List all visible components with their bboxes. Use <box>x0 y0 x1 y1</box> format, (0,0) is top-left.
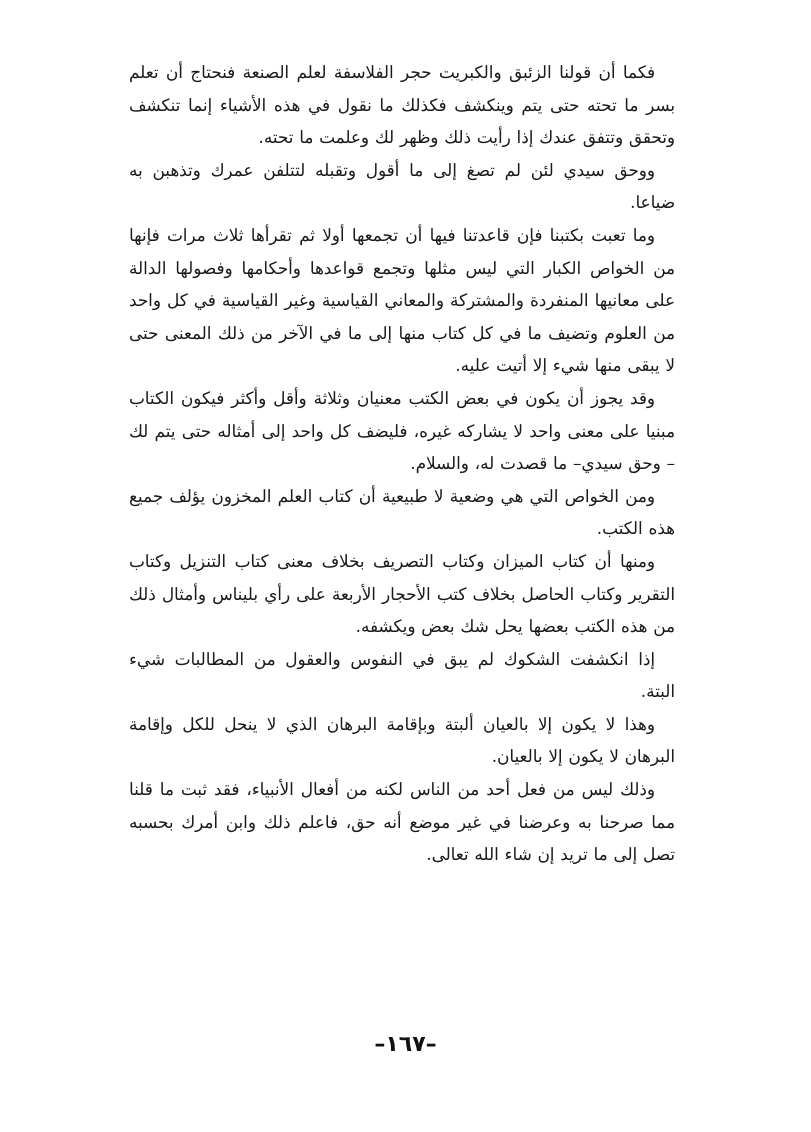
paragraph-2: ووحق سيدي لئن لم تصغ إلى ما أقول وتقبله لتتلفن عمرك وتذهبن به ضياعا. <box>129 159 675 213</box>
paragraph-9: وذلك ليس من فعل أحد من الناس لكنه من أفعال الأنبياء، فقد ثبت ما قلنا مما صرحنا به وعرضنا في غير موضع أنه حق، فاعلم ذلك وابن أمرك بحسبه تصل إلى ما تريد إن شاء الله تعالى. <box>129 779 675 865</box>
paragraph-1: فكما أن قولنا الزئبق والكبريت حجر الفلاسفة لعلم الصنعة فنحتاج أن تعلم بسر ما تحته حتى يتم وينكشف فكذلك ما نقول في هذه الأشياء إنما تنكشف وتحقق وتتفق عندك إذا رأيت ذلك وظهر لك وعلمت ما تحته. <box>129 62 675 148</box>
paragraph-5: ومن الخواص التي هي وضعية لا طبيعية أن كتاب العلم المخزون يؤلف جميع هذه الكتب. <box>129 485 675 539</box>
paragraph-4: وقد يجوز أن يكون في بعض الكتب معنيان وثلاثة وأقل وأكثر فيكون الكتاب مبنيا على معنى واحد لا يشاركه غيره، فليضف كل واحد إلى أمثاله حتى يتم لك – وحق سيدي– ما قصدت له، والسلام. <box>129 387 675 474</box>
page-number: –١٦٧– <box>374 1032 437 1057</box>
paragraph-3: وما تعبت بكتبنا فإن قاعدتنا فيها أن تجمعها أولا ثم تقرأها ثلاث مرات فإنها من الخواص الكبار التي ليس مثلها وتجمع قواعدها وأحكامها وفصولها الدالة على معانيها المنفردة والمشتركة والمعاني القياسية وغير القياسية في كل واحد من العلوم وتضيف ما في كل كتاب منها إلى ما في الآخر من ذلك المعنى حتى لا يبقى منها شيء إلا أتيت عليه. <box>129 224 675 376</box>
paragraph-8: وهذا لا يكون إلا بالعيان ألبتة وبإقامة البرهان الذي لا ينحل للكل وإقامة البرهان لا يكون إلا بالعيان. <box>129 713 675 767</box>
paragraph-6: ومنها أن كتاب الميزان وكتاب التصريف بخلاف معنى كتاب التنزيل وكتاب التقرير وكتاب الحاصل بخلاف كتب الأحجار الأربعة على رأي بليناس وأمثال ذلك من هذه الكتب بعضها يحل شك بعض ويكشفه. <box>129 550 675 637</box>
body-text <box>129 56 675 871</box>
paragraph-7: إذا انكشفت الشكوك لم يبق في النفوس والعقول من المطالبات شيء البتة. <box>129 648 675 702</box>
